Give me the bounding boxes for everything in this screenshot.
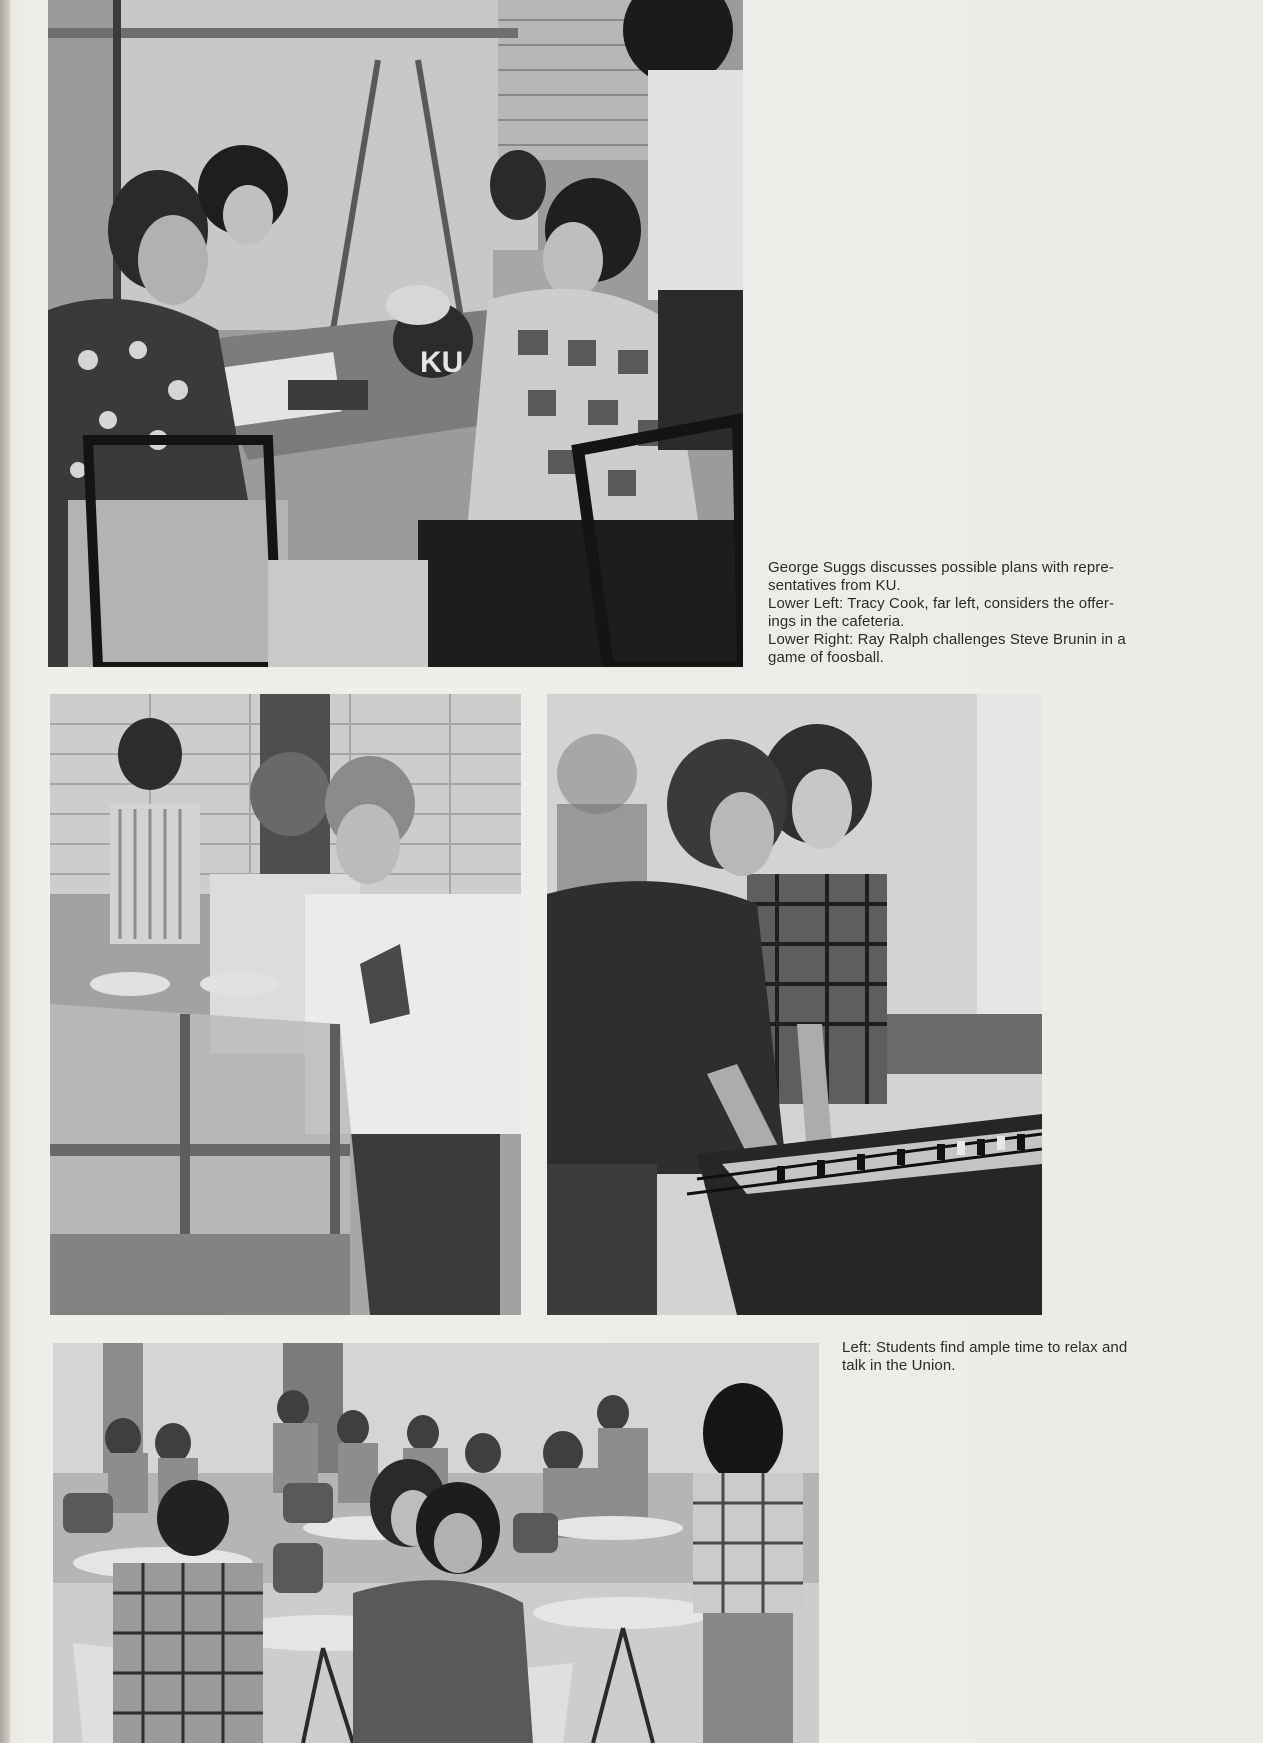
- binding-gutter: [0, 0, 10, 1743]
- caption-line: sentatives from KU.: [768, 577, 901, 594]
- caption-line: game of foosball.: [768, 649, 884, 666]
- caption-line: talk in the Union.: [842, 1357, 956, 1374]
- caption-line: Lower Right: Ray Ralph challenges Steve Brunin in a: [768, 631, 1126, 648]
- caption-bottom: [842, 1339, 1182, 1375]
- photo-cafeteria: [50, 694, 521, 1315]
- ku-sign-text: KU: [420, 346, 464, 379]
- photo-foosball: [547, 694, 1042, 1315]
- photo-ku-meeting: [48, 0, 743, 667]
- caption-line: Lower Left: Tracy Cook, far left, considers the offer-: [768, 595, 1115, 612]
- caption-line: Left: Students find ample time to relax and: [842, 1339, 1128, 1356]
- caption-line: ings in the cafeteria.: [768, 613, 905, 630]
- caption-top: [768, 559, 1168, 667]
- photo-union-lounge: [53, 1343, 819, 1743]
- caption-line: George Suggs discusses possible plans with repre-: [768, 559, 1114, 576]
